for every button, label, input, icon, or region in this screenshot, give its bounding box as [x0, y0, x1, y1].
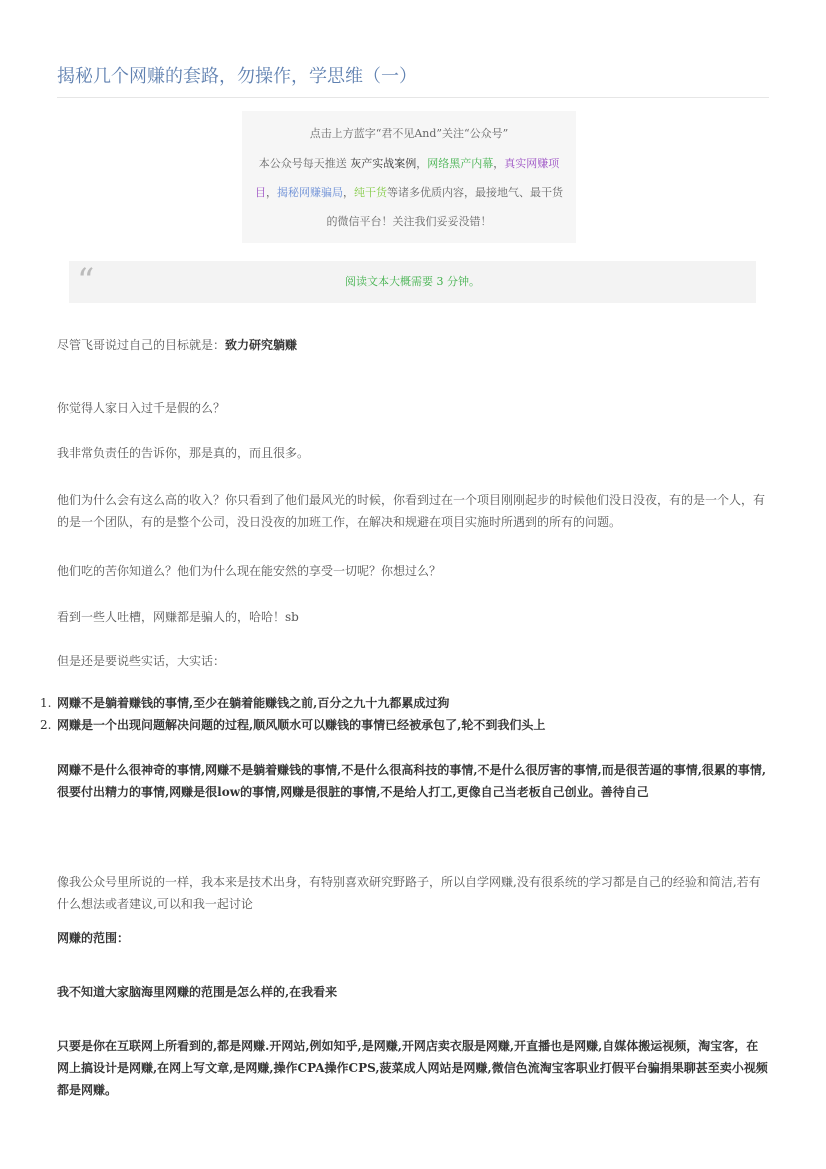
notice-text: ， [416, 157, 428, 170]
list-item [30, 692, 770, 714]
notice-text: ， [493, 157, 505, 170]
paragraph: 他们为什么会有这么高的收入？你只看到了他们最风光的时候，你看到过在一个项目刚刚起步的时候他们没日没夜，有的是一个人，有的是一个团队，有的是整个公司，没日没夜的加班工作，在解决和规避在项目实施时所遇到的所有的问题。 [57, 493, 766, 529]
paragraph: 你觉得人家日入过千是假的么？ [57, 401, 226, 415]
list-text: 网赚是一个出现问题解决问题的过程,顺风顺水可以赚钱的事情已经被承包了,轮不到我们头上 [57, 718, 546, 732]
paragraph-text: 尽管飞哥说过自己的目标就是： [57, 338, 226, 352]
notice-tag-gray-industry: 灰产实战案例 [350, 157, 417, 170]
paragraph: 我非常负责任的告诉你，那是真的，而且很多。 [57, 446, 310, 460]
follow-notice-box [242, 111, 576, 243]
title-divider [57, 97, 769, 98]
reading-time-text: 阅读文本大概需要 3 分钟。 [345, 275, 480, 288]
list-number: 2. [40, 718, 52, 732]
reading-time-quote [69, 261, 756, 303]
notice-text: 本公众号每天推送 [258, 157, 351, 170]
follow-notice-line: 点击上方蓝字“君不见And”关注“公众号” [309, 127, 509, 140]
notice-tag-scam-reveal: 揭秘网赚骗局 [277, 186, 343, 199]
quote-mark-icon: “ [77, 261, 95, 301]
paragraph: 但是还是要说些实话，大实话： [57, 654, 226, 668]
notice-text: 等诸多优质内容，最接地气、最干货的微信平台！关注我们妥妥没错！ [326, 186, 563, 228]
paragraph-bold: 网赚不是什么很神奇的事情,网赚不是躺着赚钱的事情,不是什么很高科技的事情,不是什么很厉害的事情,而是很苦逼的事情,很累的事情,很要付出精力的事情,网赚是很low的事情,网赚是很脏的事情,不是给人打工,更像自己当老板自己创业。善待自己 [57, 763, 767, 799]
paragraph: 像我公众号里所说的一样，我本来是技术出身，有特别喜欢研究野路子，所以自学网赚,没有很系统的学习都是自己的经验和简洁,若有什么想法或者建议,可以和我一起讨论 [57, 875, 761, 911]
paragraph: 他们吃的苦你知道么？他们为什么现在能安然的享受一切呢？你想过么？ [57, 564, 442, 578]
notice-text: ， [266, 186, 277, 199]
paragraph-bold: 我不知道大家脑海里网赚的范围是怎么样的,在我看来 [57, 985, 338, 999]
list-text: 网赚不是躺着赚钱的事情,至少在躺着能赚钱之前,百分之九十九都累成过狗 [57, 696, 450, 710]
key-points-list [30, 692, 770, 736]
list-number: 1. [40, 696, 52, 710]
section-heading: 网赚的范围： [57, 931, 130, 945]
paragraph-bold: 只要是你在互联网上所看到的,都是网赚.开网站,例如知乎,是网赚,开网店卖衣服是网赚,开直播也是网赚,自媒体搬运视频，淘宝客，在网上搞设计是网赚,在网上写文章,是网赚,操作CPA操作CPS,菠菜成人网站是网赚,微信色流淘宝客职业打假平台骗捐果聊甚至卖小视频都是网赚。 [57, 1039, 768, 1097]
paragraph [57, 334, 769, 356]
notice-tag-black-industry: 网络黑产内幕 [427, 157, 494, 170]
paragraph-strong: 致力研究躺赚 [225, 338, 298, 352]
paragraph: 看到一些人吐槽，网赚都是骗人的，哈哈！sb [57, 610, 299, 624]
notice-text: ， [343, 186, 354, 199]
notice-tag-real-projects: 真实网赚项目 [255, 157, 560, 199]
follow-notice-description [242, 149, 576, 236]
article-title: 揭秘几个网赚的套路，勿操作，学思维（一） [57, 66, 417, 87]
list-item [30, 714, 770, 736]
notice-tag-pure-content: 纯干货 [354, 186, 387, 199]
